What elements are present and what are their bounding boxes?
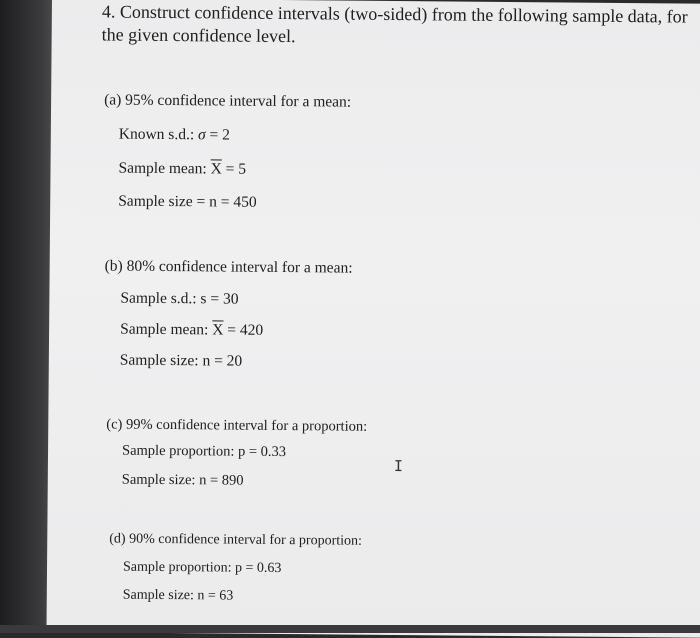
section-d-heading: (d) 90% confidence interval for a proportion: <box>109 531 363 549</box>
section-c-sample-size: Sample size: n = 890 <box>121 471 244 489</box>
problem-title-line-1: 4. Construct confidence intervals (two-sided) from the following sample data, for <box>101 1 688 27</box>
section-a-known-sd-label: Known s.d.: <box>118 125 199 144</box>
section-a-known-sd <box>119 126 230 145</box>
section-d-sample-proportion: Sample proportion: p = 0.63 <box>122 559 282 577</box>
section-b-sample-size: Sample size: n = 20 <box>119 351 243 370</box>
section-a-sample-mean-value: = 5 <box>221 160 247 178</box>
section-a-heading: (a) 95% confidence interval for a mean: <box>104 91 352 111</box>
section-b-sample-mean <box>120 321 263 340</box>
section-b-sample-mean-label: Sample mean: <box>120 320 213 339</box>
section-c-heading: (c) 99% confidence interval for a proportion: <box>106 416 368 435</box>
section-b-heading: (b) 80% confidence interval for a mean: <box>104 257 353 277</box>
problem-title-line-2: the given confidence level. <box>101 24 296 47</box>
text-cursor-icon: I <box>393 457 404 476</box>
x-bar-symbol: $\overline{X}$ <box>210 160 222 178</box>
sigma-symbol: σ <box>197 126 206 144</box>
section-a-sample-mean <box>118 160 246 179</box>
section-b-sample-sd: Sample s.d.: s = 30 <box>120 289 239 308</box>
section-a-sample-size: Sample size = n = 450 <box>118 192 257 211</box>
background-bottom-edge <box>0 625 700 633</box>
section-a-known-sd-value: = 2 <box>205 126 231 144</box>
section-c-sample-proportion: Sample proportion: p = 0.33 <box>121 442 287 461</box>
worksheet-page <box>46 0 700 638</box>
x-bar-symbol: $\overline{X}$ <box>212 321 224 339</box>
section-b-sample-mean-value: = 420 <box>223 321 264 339</box>
section-d-sample-size: Sample size: n = 63 <box>122 587 234 604</box>
section-a-sample-mean-label: Sample mean: <box>118 159 211 178</box>
